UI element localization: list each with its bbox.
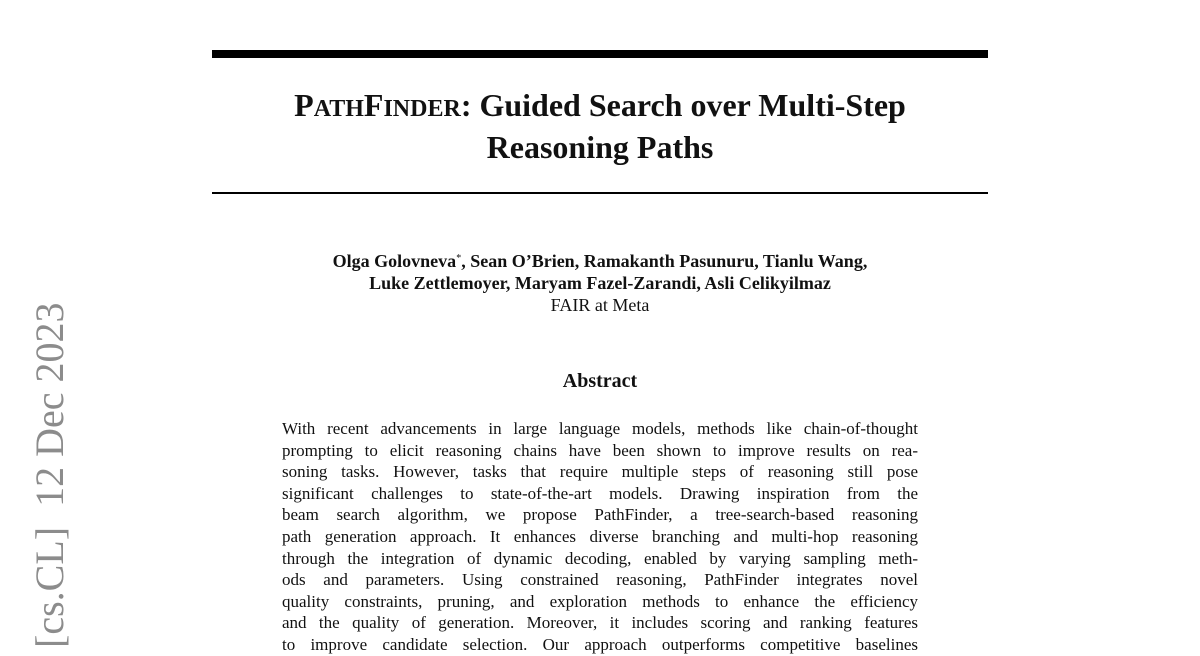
abstract-line: soning tasks. However, tasks that require multiple steps of reasoning still pose (282, 462, 918, 482)
title-name-p: P (294, 87, 314, 123)
abstract-line: path generation approach. It enhances diverse branching and multi-hop reasoning (282, 526, 918, 546)
affiliation: FAIR at Meta (550, 295, 650, 315)
title-top-rule (212, 50, 988, 58)
title-rest-line1: : Guided Search over Multi-Step (460, 87, 906, 123)
abstract-line: beam search algorithm, we propose PathFinder, a tree-search-based reasoning (282, 505, 918, 525)
title-bottom-rule (212, 192, 988, 194)
author-line-1-rest: , Sean O’Brien, Ramakanth Pasunuru, Tianlu Wang, (461, 251, 868, 271)
abstract-body (282, 418, 918, 656)
arxiv-sidebar-stamp (24, 303, 76, 648)
title-line2: Reasoning Paths (486, 129, 714, 165)
abstract-line: ods and parameters. Using constrained reasoning, PathFinder integrates novel (282, 570, 918, 590)
abstract-line: quality constraints, pruning, and exploration methods to enhance the efficiency (282, 591, 918, 611)
first-author: Olga Golovneva (332, 251, 457, 271)
author-line-1 (212, 248, 988, 272)
abstract-line: through the integration of dynamic decoding, enabled by varying sampling meth- (282, 548, 918, 568)
arxiv-date: 12 Dec 2023 (27, 302, 72, 507)
author-line-2: Luke Zettlemoyer, Maryam Fazel-Zarandi, Asli Celikyilmaz (369, 273, 831, 293)
abstract-line: to improve candidate selection. Our approach outperforms competitive baselines (282, 634, 918, 654)
author-block (212, 248, 988, 316)
title-name-inder: INDER (383, 96, 461, 122)
abstract-line: and the quality of generation. Moreover, it includes scoring and ranking features (282, 613, 918, 633)
footnote-mark: * (456, 253, 462, 264)
abstract-line: significant challenges to state-of-the-art models. Drawing inspiration from the (282, 483, 918, 503)
abstract-heading: Abstract (562, 370, 638, 392)
arxiv-category: [cs.CL] (27, 526, 72, 648)
title-name-f: F (363, 87, 384, 123)
paper-title (212, 86, 988, 166)
title-name-ath: ATH (313, 96, 364, 122)
abstract-line: prompting to elicit reasoning chains have been shown to improve results on rea- (282, 440, 918, 460)
abstract-line: With recent advancements in large language models, methods like chain-of-thought (282, 419, 918, 438)
